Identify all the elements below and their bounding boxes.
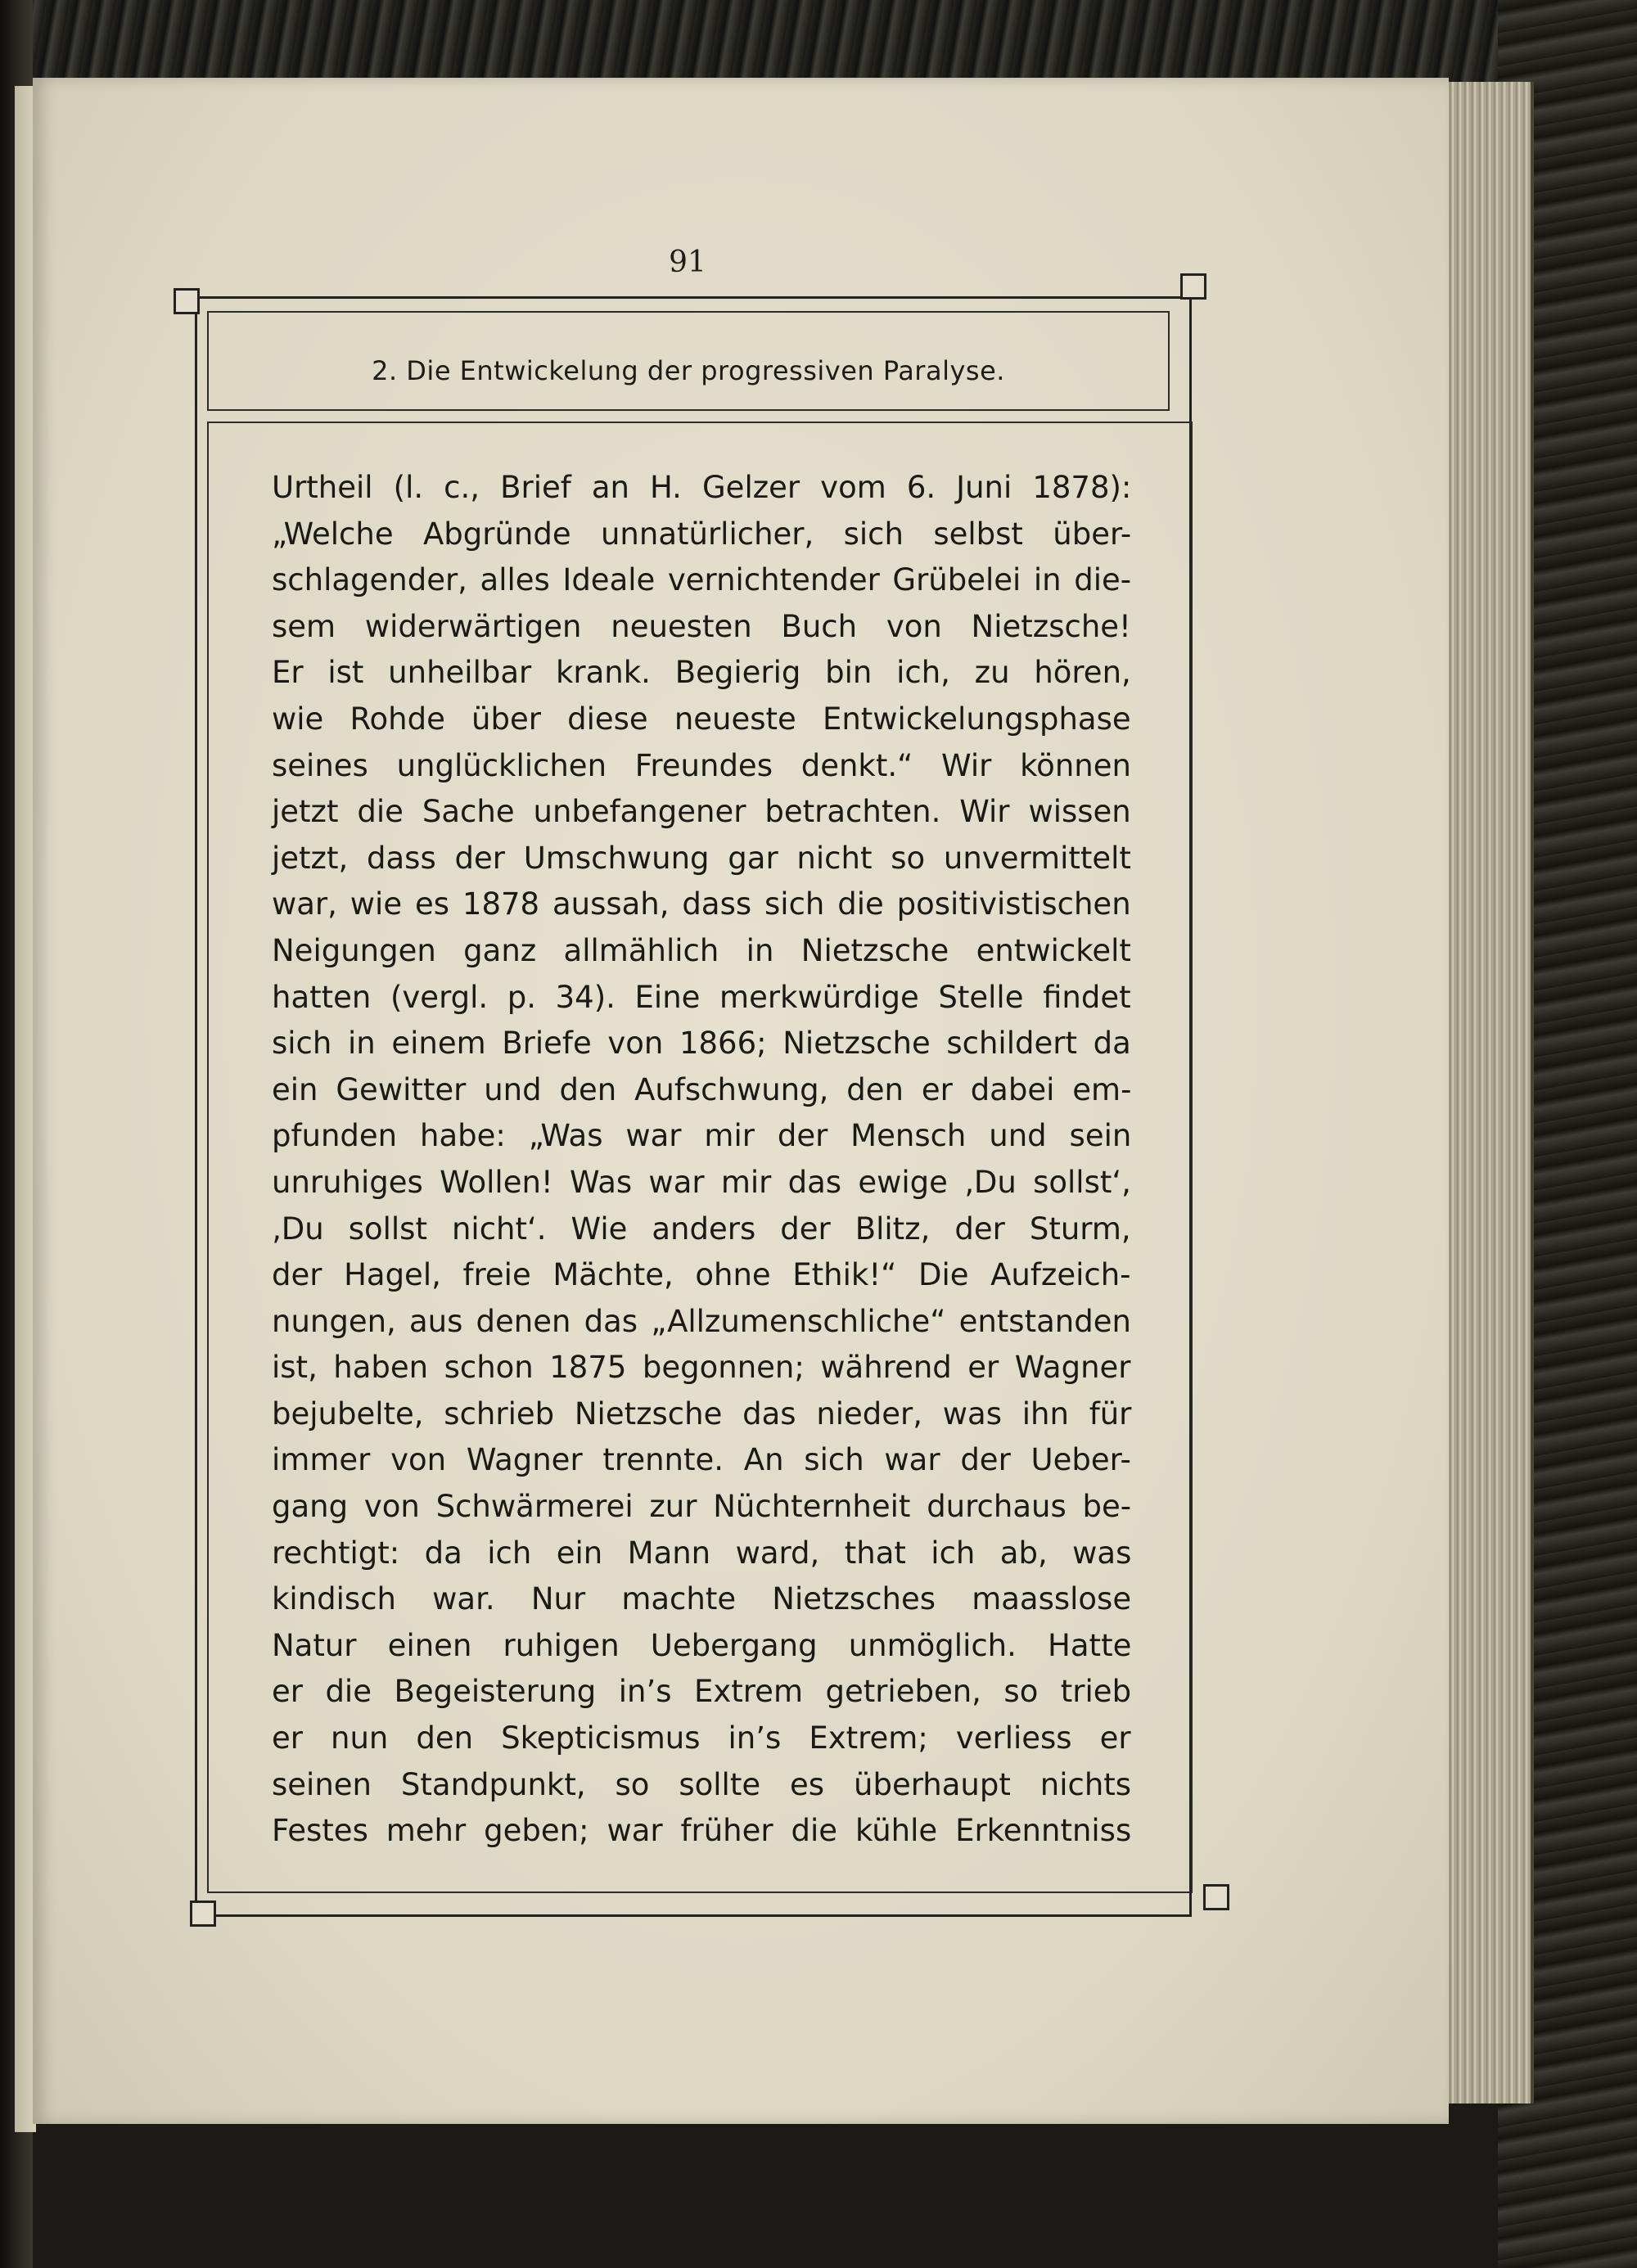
running-head: 2. Die Entwickelung der progressiven Paralyse. bbox=[372, 355, 1005, 386]
book-cover-top bbox=[0, 0, 1637, 90]
text-line: ist, haben schon 1875 begonnen; während er Wagner bbox=[272, 1350, 1131, 1386]
text-line: wie Rohde über diese neueste Entwickelungsphase bbox=[272, 701, 1131, 737]
frame-corner-bottom-left bbox=[190, 1901, 216, 1927]
text-line: jetzt die Sache unbefangener betrachten. Wir wissen bbox=[272, 794, 1131, 830]
text-line: der Hagel, freie Mächte, ohne Ethik!“ Die Aufzeich- bbox=[272, 1257, 1131, 1293]
running-head-box bbox=[207, 311, 1170, 411]
page-number: 91 bbox=[669, 246, 706, 279]
text-line: nungen, aus denen das „Allzumenschliche“ entstanden bbox=[272, 1303, 1131, 1339]
text-line: ‚Du sollst nicht‘. Wie anders der Blitz, der Sturm, bbox=[272, 1211, 1131, 1247]
text-line: hatten (vergl. p. 34). Eine merkwürdige Stelle findet bbox=[272, 979, 1131, 1015]
text-line: Festes mehr geben; war früher die kühle Erkenntniss bbox=[272, 1813, 1132, 1849]
text-line: Neigungen ganz allmählich in Nietzsche entwickelt bbox=[272, 932, 1131, 968]
text-line: unruhiges Wollen! Was war mir das ewige ‚Du sollst‘, bbox=[272, 1164, 1131, 1200]
frame-corner-bottom-right bbox=[1203, 1884, 1229, 1910]
text-line: Urtheil (l. c., Brief an H. Gelzer vom 6. Juni 1878): bbox=[272, 470, 1132, 505]
body-text bbox=[272, 465, 1131, 1855]
page-block-edges bbox=[1441, 82, 1534, 2103]
text-line: immer von Wagner trennte. An sich war der Ueber- bbox=[272, 1442, 1131, 1478]
text-line: gang von Schwärmerei zur Nüchternheit durchaus be- bbox=[272, 1489, 1132, 1525]
text-line: sich in einem Briefe von 1866; Nietzsche schildert da bbox=[272, 1026, 1131, 1062]
text-line: Er ist unheilbar krank. Begierig bin ich, zu hören, bbox=[272, 655, 1131, 691]
text-line: sem widerwärtigen neuesten Buch von Nietzsche! bbox=[272, 608, 1131, 644]
text-line: bejubelte, schrieb Nietzsche das nieder, was ihn für bbox=[272, 1396, 1132, 1432]
text-line: seinen Standpunkt, so sollte es überhaupt nichts bbox=[272, 1766, 1132, 1802]
text-line: ein Gewitter und den Aufschwung, den er dabei em- bbox=[272, 1071, 1132, 1107]
text-line: kindisch war. Nur machte Nietzsches maasslose bbox=[272, 1581, 1132, 1617]
frame-corner-top-right bbox=[1180, 273, 1206, 300]
text-line: pfunden habe: „Was war mir der Mensch und sein bbox=[272, 1118, 1132, 1154]
text-line: „Welche Abgründe unnatürlicher, sich selbst über- bbox=[272, 516, 1132, 552]
text-line: er nun den Skepticismus in’s Extrem; verliess er bbox=[272, 1720, 1131, 1756]
text-line: Natur einen ruhigen Uebergang unmöglich. Hatte bbox=[272, 1627, 1132, 1663]
text-line: seines unglücklichen Freundes denkt.“ Wir können bbox=[272, 747, 1131, 783]
text-line: schlagender, alles Ideale vernichtender Grübelei in die- bbox=[272, 562, 1132, 598]
text-line: war, wie es 1878 aussah, dass sich die positivistischen bbox=[272, 886, 1131, 922]
frame-corner-top-left bbox=[174, 288, 200, 314]
text-line: jetzt, dass der Umschwung gar nicht so unvermittelt bbox=[272, 840, 1131, 876]
text-line: er die Begeisterung in’s Extrem getrieben, so trieb bbox=[272, 1674, 1132, 1710]
text-line: rechtigt: da ich ein Mann ward, that ich ab, was bbox=[272, 1535, 1132, 1571]
